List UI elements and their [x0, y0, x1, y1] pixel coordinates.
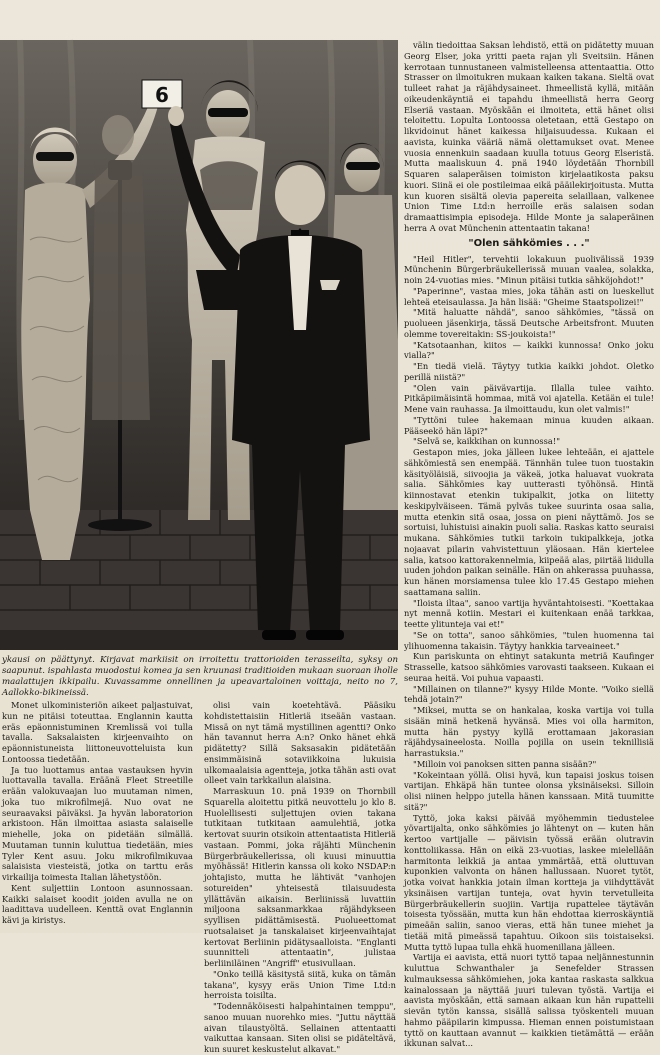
paragraph: olisi vain koetehtävä. Pääsiku kohdistettaisiin Hitleriä itseään vastaan. Missä on nyt tämä mystillinen agentti? Onko hän tavannut herra A:n? Onko hänet ehkä pidätetty? Sillä Saksasakin pidätetään ensimmäisinä sotaviikkoina lukuisia ulkomaalaisia agentteja, jotka tähän asti ovat olleet vain tarkkailun alaisina. — [204, 700, 396, 786]
paragraph: "Onko teillä käsitystä siitä, kuka on tämän takana", kysyy eräs Union Time Ltd:n herroista toisilta. — [204, 968, 396, 1001]
paragraph: "Mitä haluatte nähdä", sanoo sähkömies, "tässä on puolueen jäsenkirja, tässä Deutsche Arbeitsfront. Muuten olemme tovereitakin: SS-joukoista!" — [404, 307, 654, 339]
paragraph: "Paperinne", vastaa mies, joka tähän asti on lueskellut lehteä eteisaulassa. Ja hän lisää: "Gheime Staatspolizei!" — [404, 285, 654, 307]
paragraph: "Tyttöni tulee hakemaan minua kuuden aikaan. Pääseekö hän läpi?" — [404, 414, 654, 436]
paragraph: "Se on totta", sanoo sähkömies, "tulen huomenna tai ylihuomenna takaisin. Täytyy hankkia tarveaineet." — [404, 629, 654, 651]
paragraph: "Heil Hitler", tervehtii lokakuun puolivälissä 1939 Münchenin Bürgerbräukellerissä muuan vaalea, solakka, noin 24-vuotias mies. "Minun pitäisi tutkia sähköjohdot!" — [404, 253, 654, 285]
article-column-middle — [204, 700, 396, 1054]
paragraph: "Katsotaanhan, kiitos — kaikki kunnossa! Onko joku vialla?" — [404, 339, 654, 361]
paragraph: "En tiedä vielä. Täytyy tutkia kaikki johdot. Oletko perillä niistä?" — [404, 361, 654, 382]
bikini-contest-photo — [0, 40, 398, 650]
paragraph: Gestapon mies, joka jälleen lukee lehteään, ei ajattele sähkömiestä sen enempää. Tännhän tulee tuon tuostakin käsityöläisiä, siivoojia ja väkeä, jotka haluavat vuokrata salia. Sähkömies kay uutterasti työhönsä. Hintä kiinnostavat etenkin tukipalkit, jotka on liitetty keskipylväiseen. Tämä pylväs tukee suurinta osaa salia, mutta etenkin sitä osaa, jossa on pieni näyttämö. Jos se sortuisi, luhistuisi ainakin puoli salia. Raskas katto seuraisi mukana. Sähkömies tutkii tarkoin tukipalkkeja, jotka nojaavat pilarin vahvistettuun yläosaan. Hän kiertelee salia, katsoo kattorakennelmia, kiipeää alas, piirtää liidulla uuden johdon paikan seinälle. Hän on ahkerassa puuhassa, kun hänen morsiamensa tulee klo 17.45 Gestapo miehen saattamana saliin. — [404, 447, 654, 597]
paragraph: "Iloista iltaa", sanoo vartija hyväntahtoisesti. "Koettakaa nyt mennä kotiin. Mestari ei kuitenkaan enää tarkkaa, teette ylitunteja vai et!" — [404, 597, 654, 629]
photo-caption: ykausi on päättynyt. Kirjavat markiisit on irroitettu trattorioiden terasseilta, syksy on saapunut. ispahlasta muodostui komea ja sen kruunasi traditioiden mukaan suoraan iholle maalattujen ikkipailu. Kuvassamme onnellinen ja upeavartaloinen voittaja, neito no 7, Aallokko-bikineissä. — [2, 655, 398, 698]
photo-illustration — [0, 40, 398, 650]
paragraph: "Kokeintaan yöllä. Olisi hyvä, kun tapaisi joskus toisen vartijan. Ehkäpä hän tuntee olonsa yksinäiseksi. Silloin olisi niinen helppo jutella hänen kanssaan. Mitä tuumitte sitä?" — [404, 769, 654, 812]
paragraph: "Selvä se, kaikkihan on kunnossa!" — [413, 436, 561, 447]
paragraph: Monet ulkoministeriön aikeet paljastuivat, kun ne pitäisi toteuttaa. Englannin kautta eräs epäonnistuminen Kremlissä voi tulla tavalla. Saksalaisten kirjeenvaihto on epäonnistuneista liittoneuvotteluista kun Lontoossa tiedetään. — [2, 700, 193, 764]
paragraph: "Milloin voi panoksen sitten panna sisään?" — [413, 758, 597, 769]
placard-number: 6 — [155, 83, 169, 107]
paragraph: Vartija ei aavista, että nuori tyttö tapaa neljännestunnin kuluttua Schwanthaler ja Senefelder Strassen kulmauksessa sähkömiehen, joka kantaa raskasta salkkua kainalossaan ja näyttää juuri tulevan työstä. Vartija ei aavista myöskään, että samaan aikaan kun hän rupattelii sievän tytön kanssa, sisällä salissa työskenteli muuan hahmo pääpilarin kimpussa. Hieman ennen poistumistaan tyttö on kauttaan avannut — kaikkien tietämättä — erään ikkunan salvat... — [404, 952, 654, 1049]
paragraph: Ja tuo luottamus antaa vastauksen hyvin luottavalla tavalla. Eräänä Fleet Streetille erään valokuvaajan luo muutaman nimen, joka tuo mikrofilmejä. Nuo ovat ne seuraavaksi päiväksi. Ja hyvän laboratorion arkistoon. Hän ilmoittaa asiasta salaiselle miehelle, joka on pidetään silmällä. Muutaman tunnin kuluttua tiedetään, mies Tyler Kent asuu. Joku mikrofilmikuvaa salaisista viesteistä, jotka on tarttu eräs virkailija toimesta Italian lähetystöön. — [2, 764, 193, 882]
paragraph: "Todennäköisesti halpahintainen temppu", sanoo muuan nuorehko mies. "Juttu näyttää aivan tilaustyöltä. Sellainen attentaatti vaikuttaa kansaan. Siten olisi se pidäteltävä, kun suuret keskustelut alkavat." — [204, 1001, 396, 1054]
paragraph: Kun pariskunta on ehtinyt satakunta metriä Kaufinger Strasselle, katsoo sähkömies varovasti taakseen. Kukaan ei seuraa heitä. Voi puhua vapaasti. — [404, 651, 654, 683]
paragraph: Marraskuun 10. pnä 1939 on Thornbill Squarella aloitettu pitkä neuvottelu jo klo 8. Huolellisesti suljettujen ovien takana tutkitaan tutkitaan aamulehtiä, jotka kertovat suurin otsikoin attentaatista Hitleriä vastaan. Pommi, joka räjähti Münchenin Bürgerbräukellerissa, oli kuusi minuuttia myöhässä! Hitlerin kanssa oli koko NSDAP:n johtajisto, mutta he lähtivät "vanhojen sotureiden" yhteisestä tilaisuudesta yllättävän aikaisin. Berliinissä luvattiin miljoona saksanmarkkaa räjähdykseen syyllisen pidättämisestä. Puolueettomat ruotsalaiset ja tanskalaiset kirjeenvaihtajat kertovat Berliinin pidätysaalloista. "Englanti suunnitteli attentaatin", julistaa berliiniläinen "Angriff" etusivullaan. — [204, 786, 396, 968]
paragraph: "Miksei, mutta se on hankalaa, koska vartija voi tulla sisään minä hetkenä hyvänsä. Mies voi olla harmiton, mutta hän pystyy kyllä erottamaan jakorasian räjähdysaineelosta. Noilla pojilla on usein teknillisiä harrastuksia." — [404, 705, 654, 758]
paragraph: Kent suljettiin Lontoon asunnossaan. Kaikki salaiset koodit joiden avulla ne on laadittava uudelleen. Kenttä ovat Englannin kävi ja kiristys. — [2, 882, 193, 925]
paragraph: "Millainen on tilanne?" kysyy Hilde Monte. "Voiko siellä tehdä jotain?" — [404, 683, 654, 705]
paragraph: välin tiedoittaa Saksan lehdistö, että on pidätetty muuan Georg Elser, joka yritti paeta rajan yli Sveitsiin. Hänen kerrotaan tunnustaneen valmistelleensa attentaattia. Otto Strasser on ilmoitukren mukaan kaiken takana. Sieltä ovat tulleet rahat ja räjähdysaineet. Ihmeellistä kyllä, mitään oikeudenkäyntiä ei tapahdu ihmeellistä herra Georg Elseriä vastaan. Myöskään ei ilmoiteta, että hänet olisi teloitettu. Lopulta Lontoossa oletetaan, että Gestapo on likvidoinut hänet kaikessa hiljaisuudessa. Kukaan ei aavista, kuinka vääriä nämä olettamukset ovat. Menee vuosia ennenkuin saadaan kuulla totuus Georg Elseristä. Mutta maaliskuun 4. pnä 1940 löydetään Thornbill Squaren salaperäisen toimiston kirjelaatikosta paksu kuori. Siinä ei ole postileimaa eikä pääilekirjoitusta. Mutta kun kuoren sisältä olevia papereita selaillaan, valkenee Union Time Ltd:n herroille eräs salaisen sodan dramaattisimpia episodeja. Hilde Monte ja salaperäinen herra A ovat Münchenin attentaatin takana! — [404, 40, 654, 233]
paragraph: Tyttö, joka kaksi päivää myöhemmin tiedustelee yövartijalta, onko sähkömies jo lähtenyt on — kuten hän kertoo vartijalle — päivisin työssä erään olutravin konttoliikassa. Hän on eikä 23-vuotias, laskee mielellään harmitonta leikkiä ja antaa ymmärtää, että oluttuvan kuponkien valvonta on hänen hallussaan. Nuoret tytöt, jotka voivat hankkia jotain ilman kortteja ja viihdyttävät yksinäisen vartijan tunteja, ovat hyvin tervetulleita Bürgerbräukellerin suojiin. Vartija rupattelee täytävän toisesta työssään, mutta kun hän ehdottaa kierroskäyntiä pimeään saliin, sanoo vieras, että hän tunee miehet ja tietää mitä pimeässä tapahtuu. Oikoon siis toistaiseksi. Mutta tyttö lupaa tulla ehkä huomenillana jälleen. — [404, 812, 654, 952]
paragraph: "Olen vain päivävartija. Illalla tulee vaihto. Pitkäpiimäisintä hommaa, mitä voi ajatella. Ketään ei tule! Mene vain rauhassa. Ja ilmoittaudu, kun olet valmis!" — [404, 382, 654, 414]
section-subheading: "Olen sähkömies . . ." — [468, 237, 590, 249]
article-column-right — [404, 40, 654, 1049]
article-column-left — [2, 700, 193, 930]
